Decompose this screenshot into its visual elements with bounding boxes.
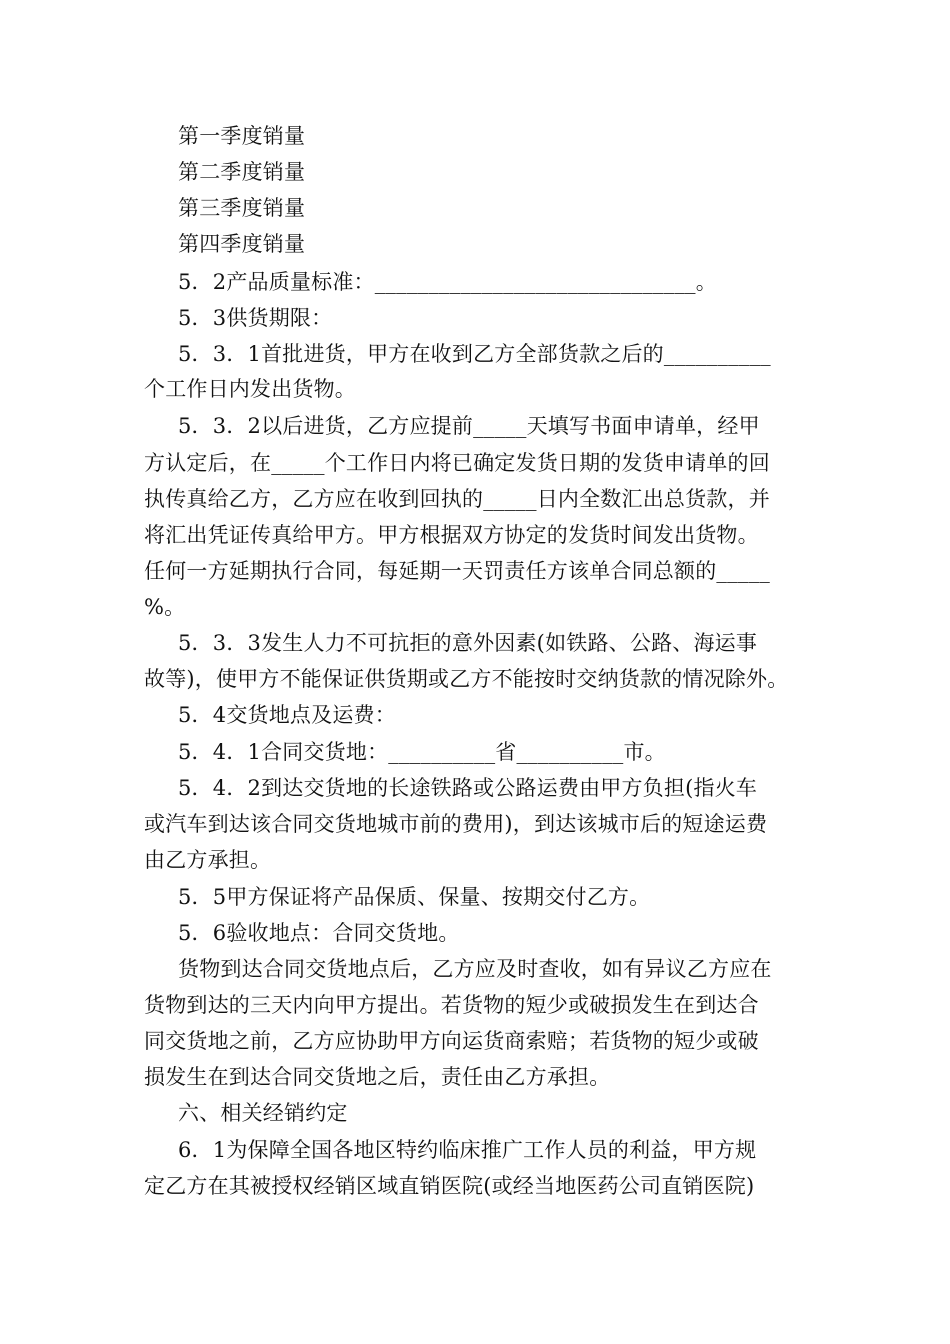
text-line-21: 由乙方承担。 [144, 848, 272, 872]
text-line-13: 任何一方延期执行合同，每延期一天罚责任方该单合同总额的_____ [144, 559, 770, 583]
text-line-30: 定乙方在其被授权经销区域直销医院(或经当地医药公司直销医院) [144, 1174, 755, 1198]
text-line-14: %。 [144, 595, 186, 619]
text-line-8: 个工作日内发出货物。 [144, 377, 356, 401]
text-line-27: 损发生在到达合同交货地之后，责任由乙方承担。 [144, 1065, 611, 1089]
text-line-23: 5．6验收地点：合同交货地。 [178, 921, 460, 945]
text-line-16: 故等)，使甲方不能保证供货期或乙方不能按时交纳货款的情况除外。 [144, 667, 789, 691]
text-line-29: 6．1为保障全国各地区特约临床推广工作人员的利益，甲方规 [178, 1138, 757, 1162]
text-line-6: 5．3供货期限： [178, 306, 333, 330]
text-line-7: 5．3．1首批进货，甲方在收到乙方全部货款之后的__________ [178, 342, 771, 366]
text-line-25: 货物到达的三天内向甲方提出。若货物的短少或破损发生在到达合 [144, 993, 759, 1017]
text-line-17: 5．4交货地点及运费： [178, 703, 396, 727]
text-line-12: 将汇出凭证传真给甲方。甲方根据双方协定的发货时间发出货物。 [144, 523, 759, 547]
text-line-22: 5．5甲方保证将产品保质、保量、按期交付乙方。 [178, 885, 651, 909]
text-line-18: 5．4．1合同交货地：__________省__________市。 [178, 740, 666, 764]
text-line-19: 5．4．2到达交货地的长途铁路或公路运费由甲方负担(指火车 [178, 776, 758, 800]
text-line-1: 第一季度销量 [178, 124, 306, 148]
text-line-28: 六、相关经销约定 [178, 1101, 348, 1125]
text-line-15: 5．3．3发生人力不可抗拒的意外因素(如铁路、公路、海运事 [178, 631, 758, 655]
text-line-3: 第三季度销量 [178, 196, 306, 220]
text-line-5: 5．2产品质量标准：______________________________。 [178, 270, 717, 294]
text-line-26: 同交货地之前，乙方应协助甲方向运货商索赔；若货物的短少或破 [144, 1029, 759, 1053]
text-line-2: 第二季度销量 [178, 160, 306, 184]
text-line-4: 第四季度销量 [178, 232, 306, 256]
text-line-9: 5．3．2以后进货，乙方应提前_____天填写书面申请单，经甲 [178, 414, 760, 438]
text-line-24: 货物到达合同交货地点后，乙方应及时查收，如有异议乙方应在 [178, 957, 772, 981]
text-line-10: 方认定后，在_____个工作日内将已确定发货日期的发货申请单的回 [144, 451, 770, 475]
text-line-20: 或汽车到达该合同交货地城市前的费用)，到达该城市后的短途运费 [144, 812, 768, 836]
text-line-11: 执传真给乙方，乙方应在收到回执的_____日内全数汇出总货款，并 [144, 487, 770, 511]
